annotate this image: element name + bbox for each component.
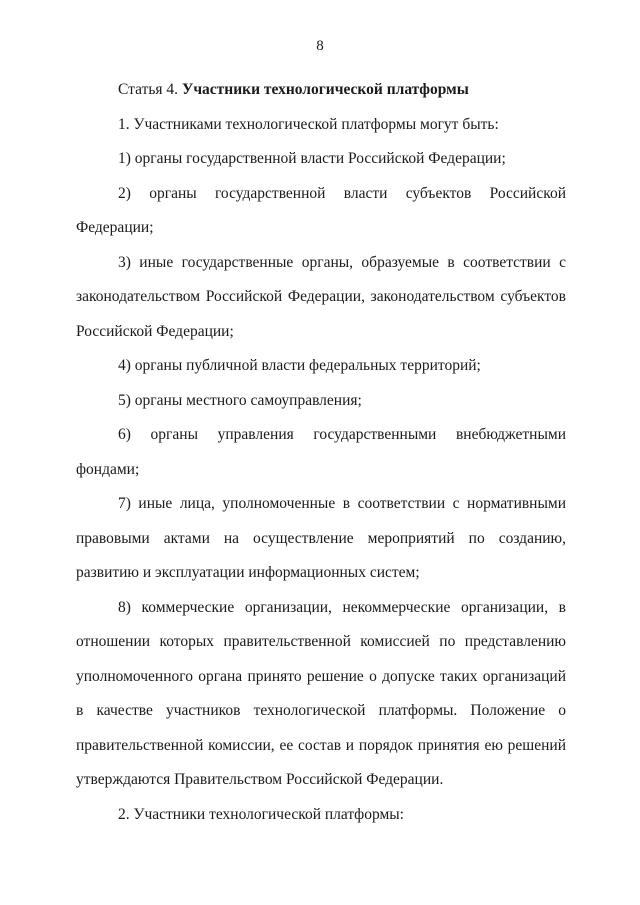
- article-heading: [76, 73, 566, 108]
- paragraph-6: 5) органы местного самоуправления;: [118, 391, 362, 409]
- paragraph-1: 1. Участниками технологической платформы могут быть:: [118, 115, 499, 133]
- paragraph-3: 2) органы государственной власти субъектов Российской Федерации;: [76, 184, 566, 236]
- paragraph-2: 1) органы государственной власти Российской Федерации;: [118, 150, 506, 167]
- document-body: [76, 73, 566, 832]
- paragraph-10: 2. Участники технологической платформы:: [118, 805, 404, 823]
- paragraph-9: 8) коммерческие организации, некоммерческие организации, в отношении которых правительственной комиссией по представлению уполномоченного органа принято решение о допуске таких организаций в качестве участников технологической платформы. Положение о правительственной комиссии, ее состав и порядок принятия ею решений утверждаются Правительством Российской Федерации.: [76, 598, 566, 788]
- article-label: Статья 4.: [118, 81, 179, 98]
- paragraph-4: 3) иные государственные органы, образуемые в соответствии с законодательством Российской Федерации, законодательством субъектов Российской Федерации;: [76, 253, 566, 340]
- paragraph-8: 7) иные лица, уполномоченные в соответствии с нормативными правовыми актами на осуществление мероприятий по созданию, развитию и эксплуатации информационных систем;: [76, 495, 566, 581]
- paragraph-7: 6) органы управления государственными внебюджетными фондами;: [76, 426, 566, 478]
- article-title: Участники технологической платформы: [181, 81, 469, 98]
- page-number: 8: [316, 38, 324, 54]
- paragraph-5: 4) органы публичной власти федеральных территорий;: [118, 357, 481, 374]
